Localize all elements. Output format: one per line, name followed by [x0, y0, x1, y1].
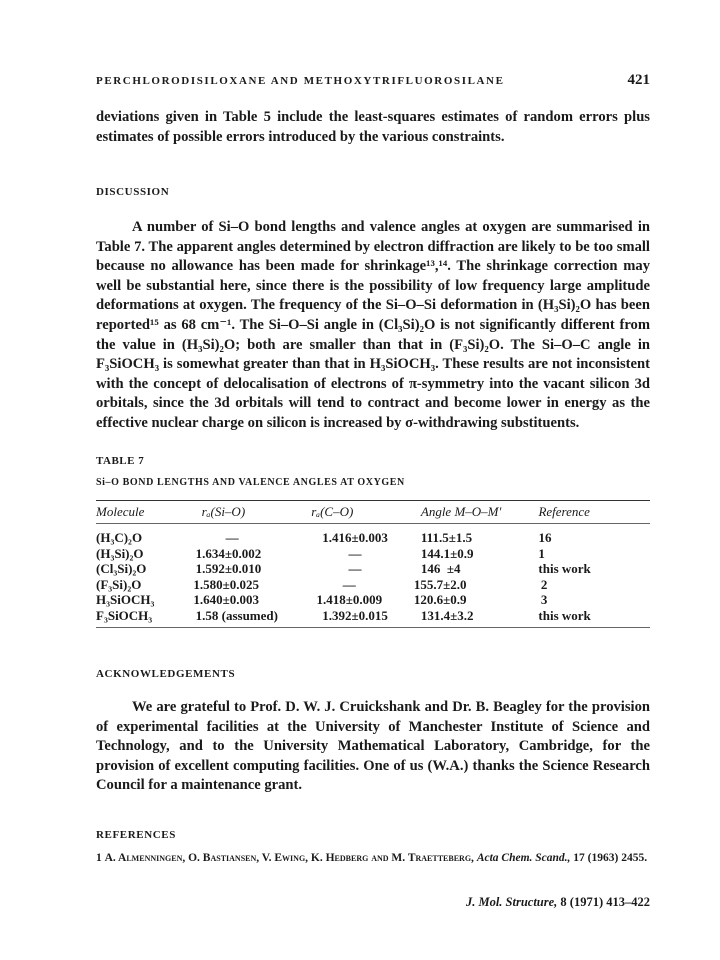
- running-head-title: PERCHLORODISILOXANE AND METHOXYTRIFLUOROSILANE: [96, 75, 505, 87]
- table-cell: 1.592±0.010: [195, 561, 262, 576]
- table-row: [96, 592, 650, 608]
- journal-citation: [466, 895, 650, 910]
- table-cell: 2: [540, 576, 548, 592]
- table-cell: (Cl₃Si)₂O: [96, 561, 147, 576]
- table-cell: (H₃C)₂O: [96, 530, 143, 545]
- table-cell: 1: [538, 545, 545, 561]
- table-cell: (F₃Si)₂O: [96, 576, 142, 592]
- table-header-cell: Molecule: [96, 504, 145, 519]
- table-row: [96, 608, 650, 624]
- table-cell: 3: [540, 592, 548, 607]
- table-caption: TABLE 7: [96, 455, 145, 467]
- reference-details: 17 (1963) 2455.: [573, 852, 648, 864]
- reference-item: [96, 850, 650, 866]
- reference-journal: Acta Chem. Scand.,: [476, 852, 571, 864]
- discussion-paragraph: A number of Si–O bond lengths and valence angles at oxygen are summarised in Table 7. The apparent angles determined by electron diffraction are likely to be too small because no allowance has been made for shrinkage¹³,¹⁴. The shrinkage correction may well be substantial here, since there is the possibility of low frequency large amplitude deformations at oxygen. The frequency of the Si–O–Si deformation in (H₃Si)₂O has been reported¹⁵ as 68 cm⁻¹. The Si–O–Si angle in (Cl₃Si)₂O is not significantly different from the value in (H₃Si)₂O; both are smaller than that in (F₃Si)₂O. The Si–O–C angle in F₃SiOCH₃ is somewhat greater than that in H₃SiOCH₃. These results are not inconsistent with the concept of delocalisation of electrons of π-symmetry into the vacant silicon 3d orbitals, since the 3d orbitals will tend to contract and become lower in energy as the effective nuclear charge on silicon is increased by σ-withdrawing substituents.: [96, 219, 650, 431]
- table-cell: H₃SiOCH₃: [96, 592, 155, 607]
- table-cell: this work: [538, 607, 591, 623]
- table-row: [96, 561, 650, 577]
- table-cell: 1.418±0.009: [316, 592, 383, 607]
- reference-number: 1: [96, 852, 102, 864]
- table-header-cell: Angle M–O–M′: [420, 504, 502, 519]
- journal-volume: 8 (1971) 413–422: [560, 895, 650, 909]
- table-cell: —: [342, 576, 356, 592]
- table-cell: 155.7±2.0: [413, 576, 467, 592]
- table-cell: 1.640±0.003: [193, 592, 260, 607]
- table-cell: F₃SiOCH₃: [96, 607, 153, 623]
- table-cell: this work: [538, 561, 591, 576]
- references-list: [96, 850, 650, 866]
- intro-paragraph: deviations given in Table 5 include the least-squares estimates of random errors plus estimates of possible errors introduced by the various constraints.: [96, 109, 650, 145]
- table-header-cell: rₐ(Si–O): [201, 504, 246, 519]
- acknowledgements-paragraph: We are grateful to Prof. D. W. J. Cruickshank and Dr. B. Beagley for the provision of experimental facilities at the University of Manchester Institute of Science and Technology, and to the University Mathematical Laboratory, Cambridge, for the provision of excellent computing facilities. One of us (W.A.) thanks the Science Research Council for a maintenance grant.: [96, 699, 650, 794]
- references-heading: REFERENCES: [96, 829, 176, 841]
- table-row: [96, 530, 650, 546]
- table-bottom-rule: [96, 627, 650, 628]
- discussion-heading: DISCUSSION: [96, 186, 170, 198]
- table-cell: 111.5±1.5: [420, 530, 473, 545]
- table-cell: 16: [538, 530, 552, 545]
- table-row: [96, 546, 650, 562]
- acknowledgements-heading: ACKNOWLEDGEMENTS: [96, 668, 236, 680]
- table-cell: (H₃Si)₂O: [96, 545, 144, 561]
- table-title: Si–O BOND LENGTHS AND VALENCE ANGLES AT OXYGEN: [96, 477, 405, 488]
- table-cell: —: [348, 561, 362, 576]
- journal-name: J. Mol. Structure,: [465, 895, 558, 909]
- table-header-row: [96, 501, 650, 523]
- table-cell: 1.58 (assumed): [195, 607, 278, 623]
- running-head: [96, 72, 650, 89]
- table-cell: 1.416±0.003: [322, 530, 388, 545]
- table-row: [96, 577, 650, 593]
- table-cell: 146 ±4: [420, 561, 461, 576]
- table-cell: 1.634±0.002: [195, 545, 262, 561]
- data-table: [96, 500, 650, 628]
- table-cell: 120.6±0.9: [413, 592, 467, 607]
- page-number: 421: [627, 72, 650, 88]
- reference-authors: A. Almenningen, O. Bastiansen, V. Ewing, K. Hedberg and M. Traetteberg,: [104, 852, 474, 864]
- table-cell: 144.1±0.9: [420, 545, 474, 561]
- table-cell: 131.4±3.2: [420, 607, 474, 623]
- table-cell: 1.580±0.025: [193, 576, 260, 592]
- table-cell: —: [225, 530, 239, 545]
- table-cell: 1.392±0.015: [322, 607, 388, 623]
- table-cell: —: [348, 545, 362, 561]
- table-header-cell: Reference: [538, 504, 590, 519]
- table-header-cell: rₐ(C–O): [311, 504, 354, 519]
